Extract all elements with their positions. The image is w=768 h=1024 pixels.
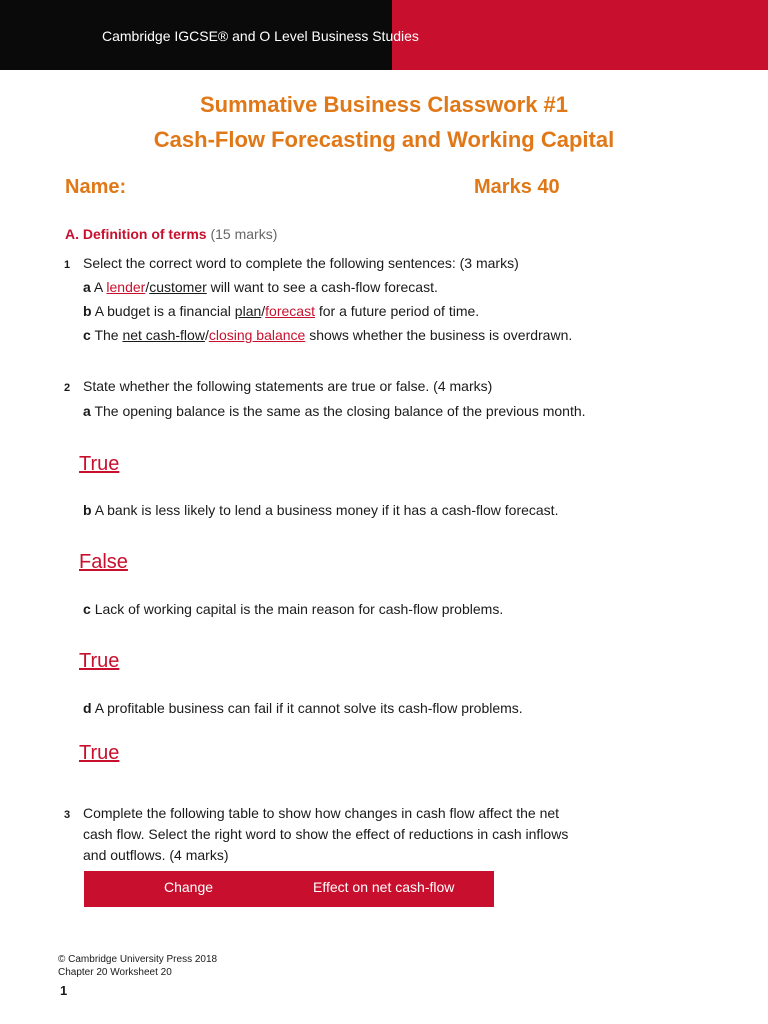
item-text: A budget is a financial	[94, 303, 235, 319]
unselected-option: net cash-flow	[122, 327, 205, 343]
item-letter: a	[83, 279, 91, 295]
header-banner	[0, 0, 768, 70]
q2-statement-d	[83, 700, 523, 716]
q2-statement-b	[83, 502, 558, 518]
option-separator: /	[145, 279, 150, 295]
q3-prompt-line2: cash flow. Select the right word to show the effect of reductions in cash inflows	[83, 826, 569, 842]
answer-d: True	[79, 742, 120, 764]
q1-item-c	[83, 327, 572, 343]
option-separator: /	[261, 303, 266, 319]
item-text: for a future period of time.	[314, 303, 480, 319]
question-number: 1	[64, 259, 71, 271]
q1-item-a	[83, 279, 438, 295]
item-letter: b	[83, 502, 92, 518]
chapter-reference: Chapter 20 Worksheet 20	[58, 967, 172, 978]
section-a-title: A. Definition of terms	[65, 226, 207, 242]
answer-c: True	[79, 650, 120, 672]
section-a-marks: (15 marks)	[210, 226, 278, 242]
q2-statement-c	[83, 601, 503, 617]
statement-text: Lack of working capital is the main reason for cash-flow problems.	[94, 601, 504, 617]
banner-title: Cambridge IGCSE® and O Level Business Studies	[102, 28, 419, 44]
item-letter: c	[83, 601, 91, 617]
banner-black-block	[0, 0, 419, 70]
q3-prompt-line3: and outflows. (4 marks)	[83, 847, 229, 863]
worksheet-subtitle: Cash-Flow Forecasting and Working Capital	[153, 127, 615, 152]
q2-statement-a	[83, 403, 586, 419]
page-number: 1	[60, 983, 68, 998]
item-letter: a	[83, 403, 91, 419]
statement-text: A bank is less likely to lend a business money if it has a cash-flow forecast.	[94, 502, 559, 518]
banner-red-block	[392, 0, 768, 70]
selected-option: forecast	[265, 303, 315, 319]
item-text: A	[93, 279, 107, 295]
item-text: will want to see a cash-flow forecast.	[206, 279, 438, 295]
marks-label: Marks 40	[474, 176, 560, 198]
selected-option: closing balance	[208, 327, 306, 343]
table-header-row	[84, 871, 494, 907]
question-number: 3	[64, 809, 71, 821]
q1-item-b	[83, 303, 479, 319]
section-a-heading	[65, 226, 277, 242]
item-letter: c	[83, 327, 91, 343]
question-number: 2	[64, 382, 71, 394]
answer-b: False	[79, 551, 128, 573]
answer-a: True	[79, 453, 120, 475]
unselected-option: customer	[149, 279, 207, 295]
item-letter: d	[83, 700, 92, 716]
item-text: The	[94, 327, 123, 343]
unselected-option: plan	[234, 303, 262, 319]
q1-prompt: Select the correct word to complete the following sentences: (3 marks)	[83, 255, 519, 271]
q2-prompt: State whether the following statements are true or false. (4 marks)	[83, 378, 493, 394]
q3-prompt-line1: Complete the following table to show how changes in cash flow affect the net	[83, 805, 560, 821]
statement-text: A profitable business can fail if it cannot solve its cash-flow problems.	[94, 700, 523, 716]
item-text: shows whether the business is overdrawn.	[305, 327, 573, 343]
column-header-effect: Effect on net cash-flow	[313, 879, 455, 895]
column-header-change: Change	[164, 879, 214, 895]
item-letter: b	[83, 303, 92, 319]
copyright-notice: © Cambridge University Press 2018	[58, 954, 218, 965]
statement-text: The opening balance is the same as the closing balance of the previous month.	[94, 403, 586, 419]
worksheet-title: Summative Business Classwork #1	[199, 92, 569, 117]
option-separator: /	[204, 327, 209, 343]
selected-option: lender	[106, 279, 146, 295]
name-label: Name:	[65, 176, 127, 198]
